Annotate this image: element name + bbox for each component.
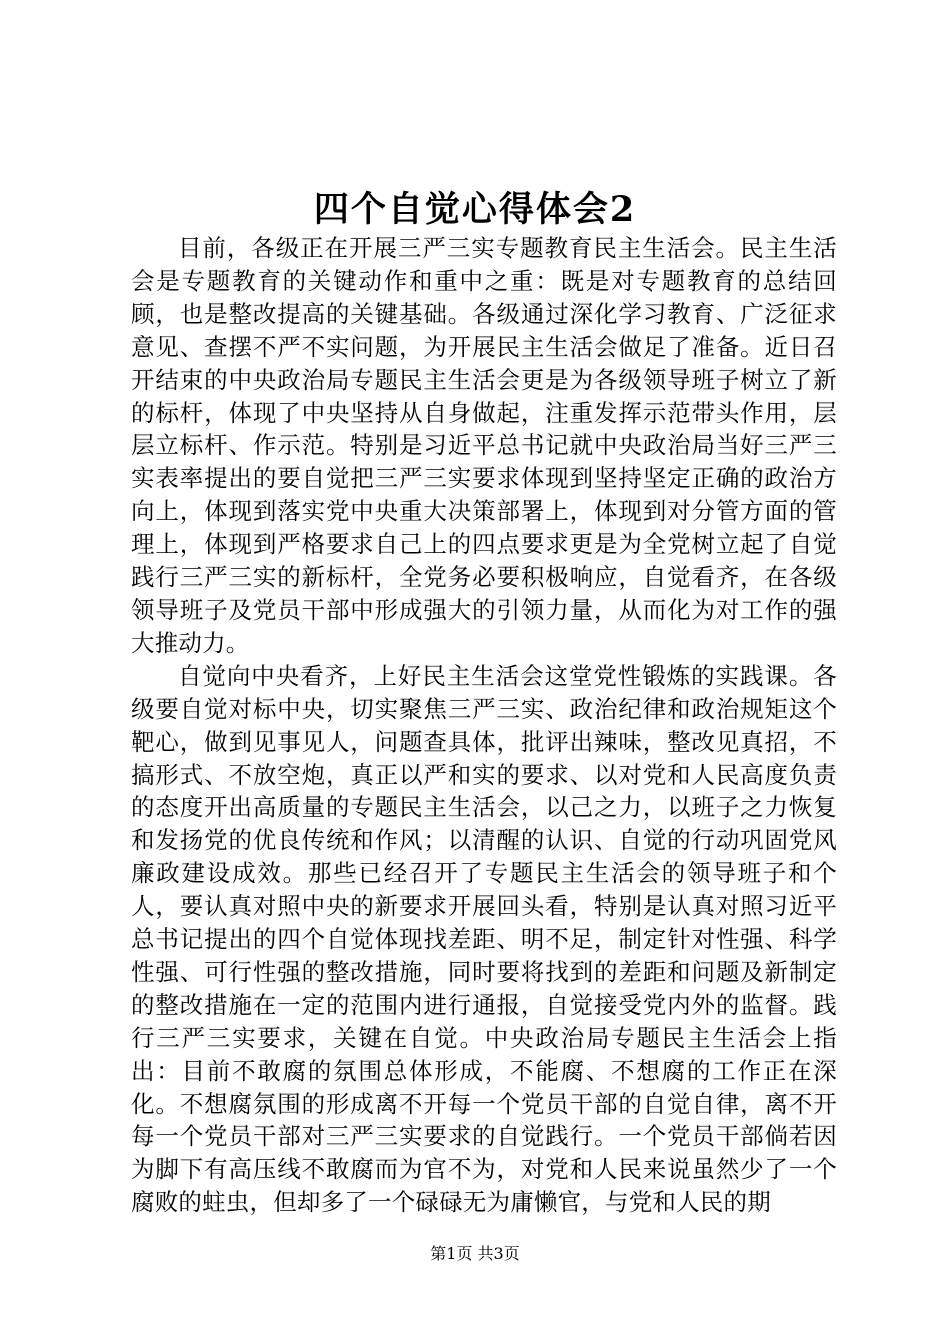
paragraph: 目前，各级正在开展三严三实专题教育民主生活会。民主生活会是专题教育的关键动作和重中之重：既是对专题教育的总结回顾，也是整改提高的关键基础。各级通过深化学习教育、广泛征求意见、查摆不严不实问题，为开展民主生活会做足了准备。近日召开结束的中央政治局专题民主生活会更是为各级领导班子树立了新的标杆，体现了中央坚持从自身做起，注重发挥示范带头作用，层层立标杆、作示范。特别是习近平总书记就中央政治局当好三严三实表率提出的要自觉把三严三实要求体现到坚持坚定正确的政治方向上，体现到落实党中央重大决策部署上，体现到对分管方面的管理上，体现到严格要求自己上的四点要求更是为全党树立起了自觉践行三严三实的新标杆，全党务必要积极响应，自觉看齐，在各级领导班子及党员干部中形成强大的引领力量，从而化为对工作的强大推动力。 bbox=[131, 234, 837, 657]
page-number: 第1页 共3页 bbox=[430, 1244, 520, 1263]
document-title: 四个自觉心得体会2 bbox=[313, 189, 637, 230]
document-body bbox=[131, 232, 837, 1219]
paragraph: 自觉向中央看齐，上好民主生活会这堂党性锻炼的实践课。各级要自觉对标中央，切实聚焦三严三实、政治纪律和政治规矩这个靶心，做到见事见人，问题查具体，批评出辣味，整改见真招，不搞形式、不放空炮，真正以严和实的要求、以对党和人民高度负责的态度开出高质量的专题民主生活会，以己之力，以班子之力恢复和发扬党的优良传统和作风；以清醒的认识、自觉的行动巩固党风廉政建设成效。那些已经召开了专题民主生活会的领导班子和个人，要认真对照中央的新要求开展回头看，特别是认真对照习近平总书记提出的四个自觉体现找差距、明不足，制定针对性强、科学性强、可行性强的整改措施，同时要将找到的差距和问题及新制定的整改措施在一定的范围内进行通报，自觉接受党内外的监督。践行三严三实要求，关键在自觉。中央政治局专题民主生活会上指出：目前不敢腐的氛围总体形成，不能腐、不想腐的工作正在深化。不想腐氛围的形成离不开每一个党员干部的自觉自律，离不开每一个党员干部对三严三实要求的自觉践行。一个党员干部倘若因为脚下有高压线不敢腐而为官不为，对党和人民来说虽然少了一个腐败的蛀虫，但却多了一个碌碌无为庸懒官，与党和人民的期 bbox=[131, 661, 837, 1217]
